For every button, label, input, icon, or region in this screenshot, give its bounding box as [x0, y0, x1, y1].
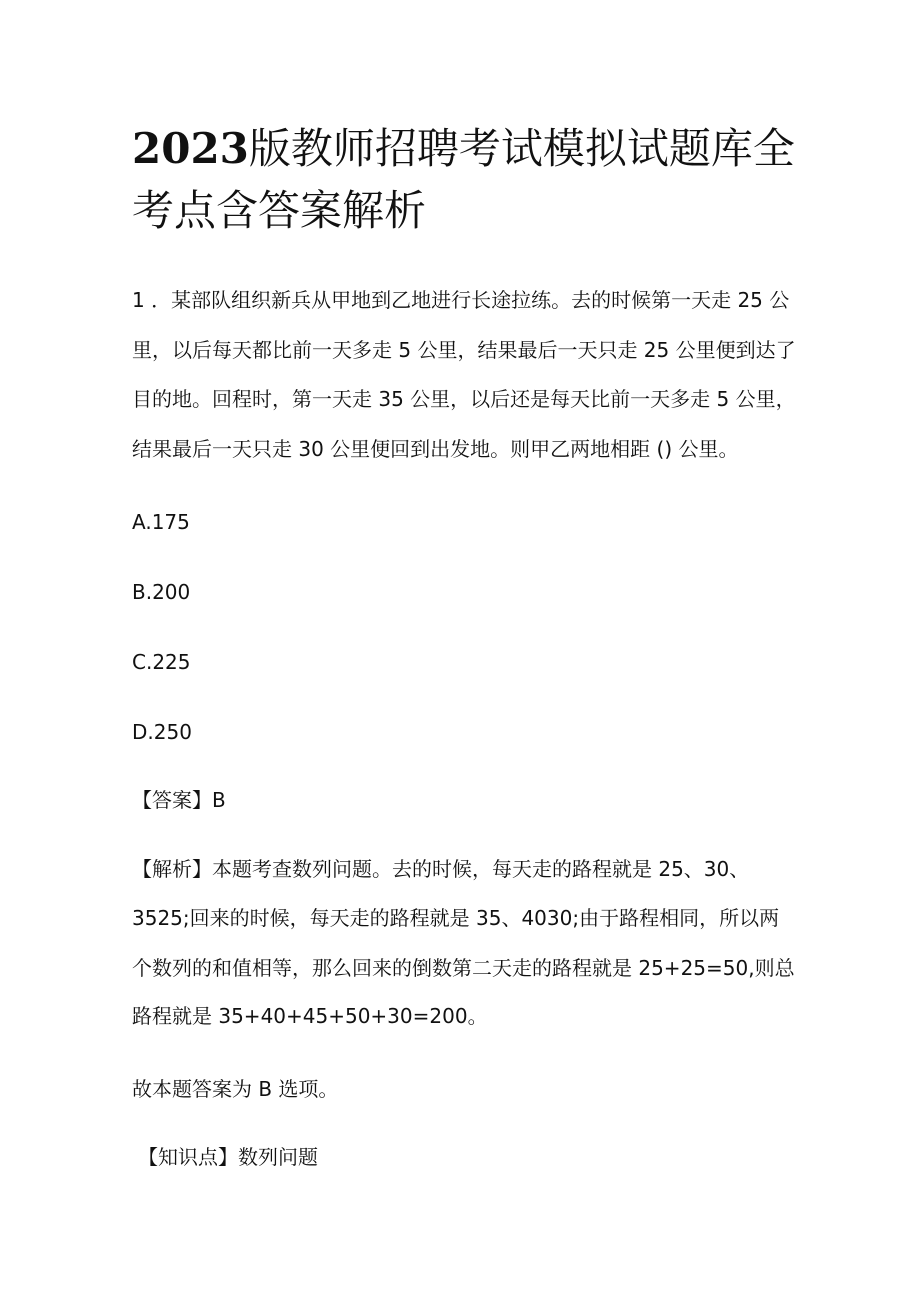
question-line-3: 目的地。回程时，第一天走 35 公里，以后还是每天比前一天多走 5 公里， [132, 387, 796, 411]
question-line-4: 结果最后一天只走 30 公里便回到出发地。则甲乙两地相距 () 公里。 [132, 437, 739, 461]
analysis-line-2: 3525;回来的时候，每天走的路程就是 35、4030;由于路程相同，所以两 [132, 906, 780, 930]
title-line-1-rest: 版教师招聘考试模拟试题库全 [248, 124, 795, 173]
analysis-line-1: 【解析】本题考查数列问题。去的时候，每天走的路程就是 25、30、 [132, 857, 750, 881]
title-line-2: 考点含答案解析 [132, 186, 427, 235]
analysis-line-4: 路程就是 35+40+45+50+30=200。 [132, 1004, 488, 1028]
analysis-line-3: 个数列的和值相等，那么回来的倒数第二天走的路程就是 25+25=50,则总 [132, 956, 795, 980]
question-line-1: 1 ．某部队组织新兵从甲地到乙地进行长途拉练。去的时候第一天走 25 公 [132, 288, 790, 312]
page-title [132, 118, 812, 242]
title-year: 2023 [132, 124, 249, 173]
answer-line: 【答案】B [132, 788, 226, 812]
title-line-1 [132, 118, 812, 180]
knowledge-point: 【知识点】数列问题 [138, 1145, 318, 1169]
option-b: B.200 [132, 580, 191, 604]
option-d: D.250 [132, 720, 192, 744]
option-a: A.175 [132, 510, 190, 534]
question-line-2: 里，以后每天都比前一天多走 5 公里，结果最后一天只走 25 公里便到达了 [132, 338, 796, 362]
conclusion-line: 故本题答案为 B 选项。 [132, 1077, 339, 1101]
option-c: C.225 [132, 650, 191, 674]
